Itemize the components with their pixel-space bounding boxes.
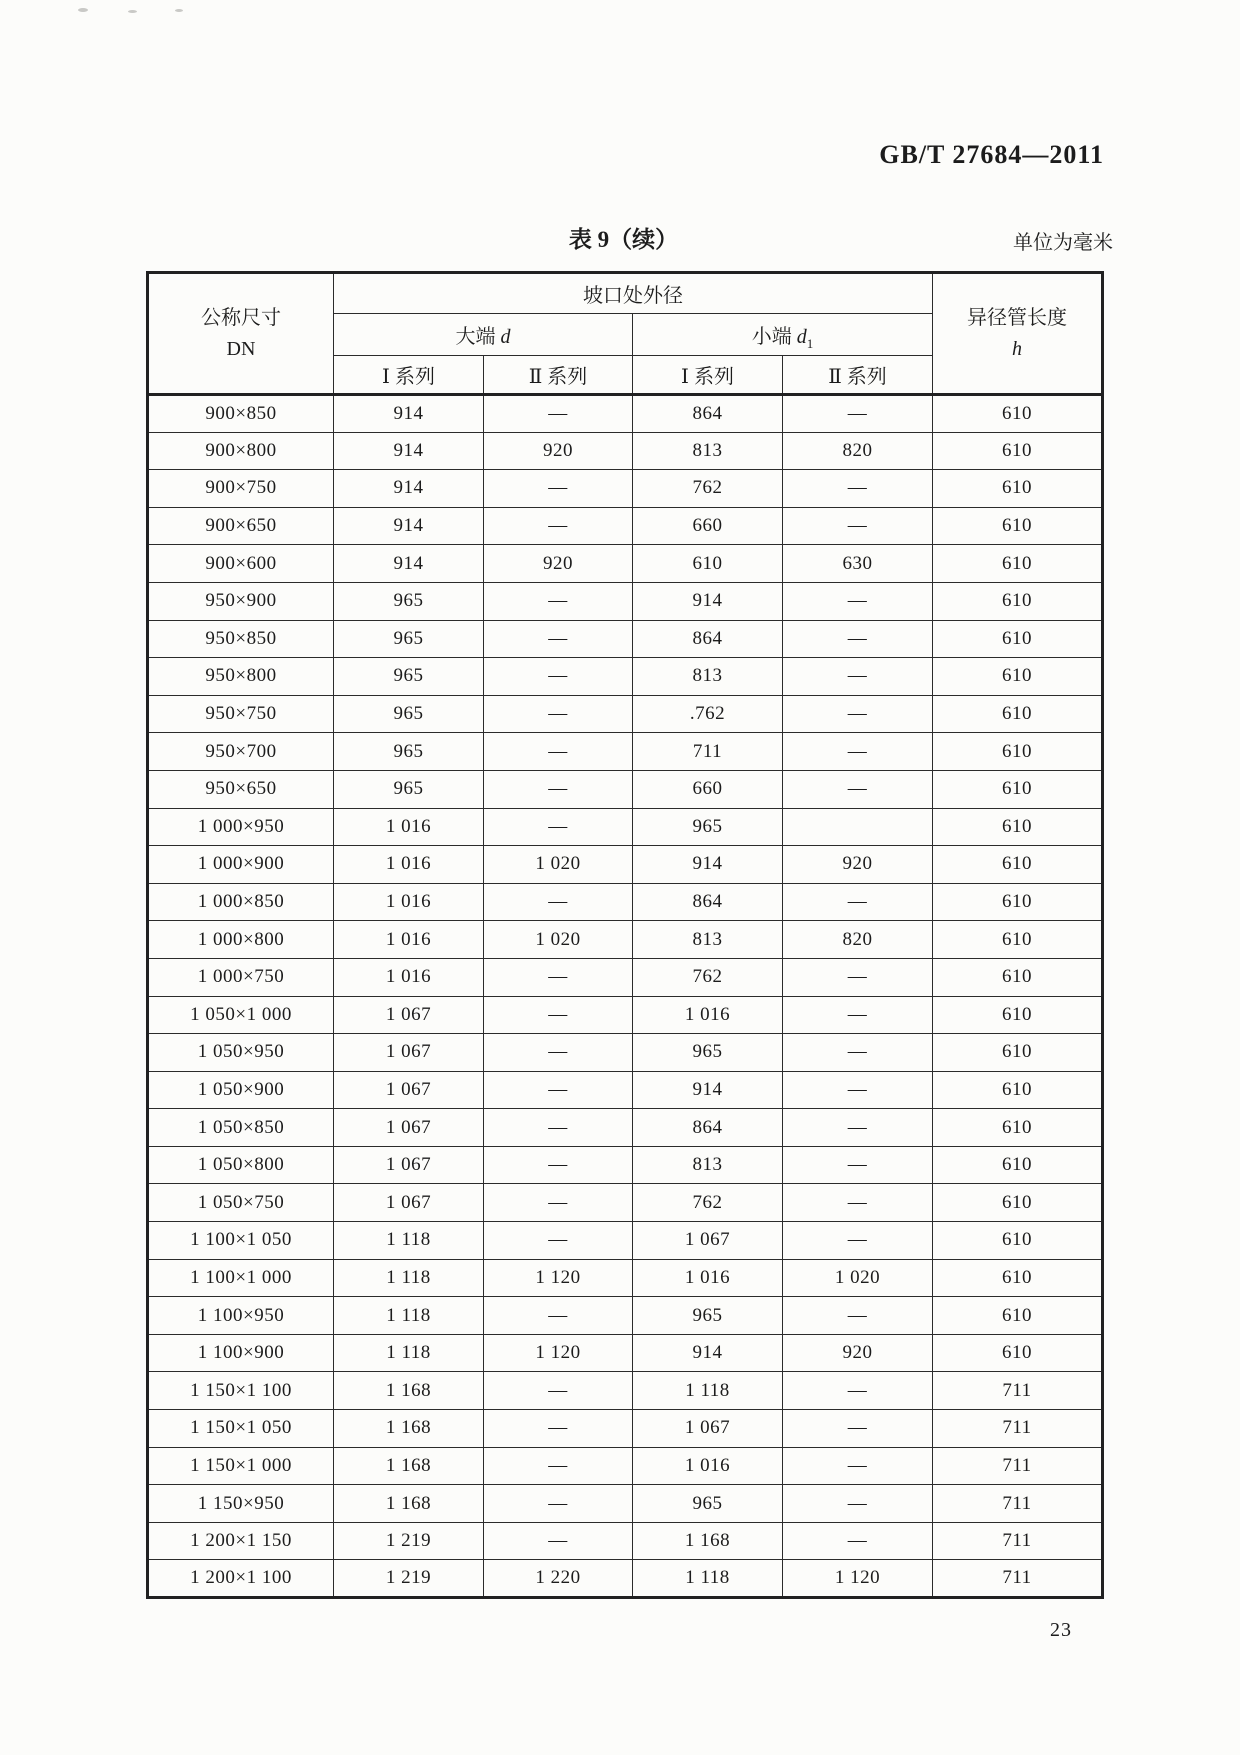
table-row (148, 1184, 1103, 1222)
header-series-1-small-end: Ⅰ 系列 (633, 356, 783, 395)
dn-cell: 950×850 (148, 620, 334, 658)
diameter-cell: 914 (334, 470, 484, 508)
diameter-cell: 920 (484, 545, 633, 583)
diameter-cell: 1 016 (633, 1447, 783, 1485)
diameter-cell: — (783, 1485, 933, 1523)
diameter-cell: — (783, 1034, 933, 1072)
table-row (148, 1334, 1103, 1372)
diameter-cell: 1 020 (484, 921, 633, 959)
dn-cell: 1 000×900 (148, 846, 334, 884)
diameter-cell: — (783, 695, 933, 733)
table-row (148, 620, 1103, 658)
length-cell: 610 (933, 658, 1103, 696)
diameter-cell: 1 067 (334, 1146, 484, 1184)
length-cell: 610 (933, 545, 1103, 583)
table-row (148, 470, 1103, 508)
diameter-cell: — (783, 582, 933, 620)
diameter-cell: 1 118 (633, 1560, 783, 1598)
dn-cell: 1 100×1 000 (148, 1259, 334, 1297)
diameter-cell: 914 (334, 395, 484, 433)
dn-cell: 900×850 (148, 395, 334, 433)
dn-cell: 1 150×950 (148, 1485, 334, 1523)
table-row (148, 695, 1103, 733)
diameter-cell: — (783, 1372, 933, 1410)
diameter-cell: — (783, 996, 933, 1034)
diameter-cell: — (484, 507, 633, 545)
diameter-cell: 1 168 (334, 1485, 484, 1523)
table-body (148, 395, 1103, 1598)
diameter-cell: — (484, 1410, 633, 1448)
header-outer-diameter: 坡口处外径 (334, 273, 933, 314)
scan-speck (128, 10, 137, 13)
diameter-cell: 1 067 (633, 1222, 783, 1260)
diameter-cell: — (484, 1522, 633, 1560)
diameter-cell: 1 118 (334, 1222, 484, 1260)
diameter-cell: 820 (783, 432, 933, 470)
header-big-end (334, 314, 633, 356)
header-nominal-size-label: 公称尺寸 (201, 306, 281, 329)
dn-cell: 1 050×950 (148, 1034, 334, 1072)
doc-code: GB/T 27684—2011 (879, 140, 1104, 169)
diameter-cell: 914 (633, 1071, 783, 1109)
diameter-cell: — (783, 658, 933, 696)
length-cell: 610 (933, 1334, 1103, 1372)
diameter-cell: — (484, 996, 633, 1034)
diameter-cell: 1 220 (484, 1560, 633, 1598)
diameter-cell: 965 (633, 1034, 783, 1072)
dn-cell: 1 000×850 (148, 883, 334, 921)
length-cell: 610 (933, 958, 1103, 996)
diameter-cell: 660 (633, 507, 783, 545)
table-row (148, 921, 1103, 959)
diameter-cell: 965 (334, 582, 484, 620)
length-cell: 610 (933, 1034, 1103, 1072)
header-small-end (633, 314, 933, 356)
diameter-cell: — (484, 620, 633, 658)
length-cell: 610 (933, 1259, 1103, 1297)
dn-cell: 1 050×900 (148, 1071, 334, 1109)
length-cell: 610 (933, 695, 1103, 733)
header-small-end-symbol: d (796, 326, 807, 348)
diameter-cell: — (484, 733, 633, 771)
diameter-cell: 1 118 (334, 1297, 484, 1335)
table-row (148, 1259, 1103, 1297)
diameter-cell: 813 (633, 1146, 783, 1184)
table-row (148, 770, 1103, 808)
diameter-cell: 965 (633, 1297, 783, 1335)
diameter-cell: 1 067 (334, 996, 484, 1034)
diameter-cell: — (484, 395, 633, 433)
dn-cell: 1 150×1 000 (148, 1447, 334, 1485)
dn-cell: 1 100×900 (148, 1334, 334, 1372)
diameter-cell: 1 118 (633, 1372, 783, 1410)
diameter-cell: 1 067 (633, 1410, 783, 1448)
diameter-cell: — (484, 582, 633, 620)
diameter-cell: 965 (633, 1485, 783, 1523)
header-series-1-big-end: Ⅰ 系列 (334, 356, 484, 395)
diameter-cell: 965 (334, 658, 484, 696)
dn-cell: 1 000×950 (148, 808, 334, 846)
diameter-cell: 820 (783, 921, 933, 959)
table-row (148, 1222, 1103, 1260)
diameter-cell: 1 168 (334, 1447, 484, 1485)
diameter-cell: 1 168 (334, 1410, 484, 1448)
table-row (148, 1297, 1103, 1335)
dn-cell: 1 100×950 (148, 1297, 334, 1335)
length-cell: 610 (933, 770, 1103, 808)
header-nominal-size (148, 273, 334, 395)
header-small-end-subscript: 1 (806, 336, 814, 351)
table-row (148, 1146, 1103, 1184)
dn-cell: 950×700 (148, 733, 334, 771)
length-cell: 610 (933, 883, 1103, 921)
length-cell: 610 (933, 1109, 1103, 1147)
dn-cell: 1 150×1 050 (148, 1410, 334, 1448)
header-reducer-length (933, 273, 1103, 395)
header-small-end-label: 小端 (751, 326, 792, 348)
length-cell: 610 (933, 1297, 1103, 1335)
diameter-cell: 864 (633, 620, 783, 658)
unit-note: 单位为毫米 (1013, 232, 1113, 254)
diameter-cell: — (484, 470, 633, 508)
diameter-cell: 920 (484, 432, 633, 470)
diameter-cell: 762 (633, 958, 783, 996)
length-cell: 610 (933, 846, 1103, 884)
diameter-cell: 762 (633, 1184, 783, 1222)
table-row (148, 507, 1103, 545)
diameter-cell: 914 (633, 582, 783, 620)
table-row (148, 1109, 1103, 1147)
dn-cell: 950×650 (148, 770, 334, 808)
length-cell: 610 (933, 1222, 1103, 1260)
header-series-2-small-end: Ⅱ 系列 (783, 356, 933, 395)
diameter-cell: — (783, 1184, 933, 1222)
diameter-cell: 965 (334, 733, 484, 771)
table-row (148, 883, 1103, 921)
dn-cell: 1 050×750 (148, 1184, 334, 1222)
diameter-cell: 660 (633, 770, 783, 808)
diameter-cell: — (484, 1222, 633, 1260)
diameter-cell: 965 (334, 695, 484, 733)
table-row (148, 545, 1103, 583)
diameter-cell: — (484, 1184, 633, 1222)
diameter-cell: 1 168 (633, 1522, 783, 1560)
dn-cell: 1 050×800 (148, 1146, 334, 1184)
diameter-cell: — (484, 695, 633, 733)
length-cell: 610 (933, 582, 1103, 620)
dn-cell: 1 000×800 (148, 921, 334, 959)
diameter-cell: — (783, 883, 933, 921)
scan-speck (78, 8, 88, 12)
diameter-cell: — (783, 1522, 933, 1560)
diameter-cell: 1 067 (334, 1071, 484, 1109)
header-series-2-big-end: Ⅱ 系列 (484, 356, 633, 395)
diameter-cell: — (783, 733, 933, 771)
dn-cell: 1 200×1 100 (148, 1560, 334, 1598)
diameter-cell: 813 (633, 921, 783, 959)
table-row (148, 996, 1103, 1034)
diameter-cell: 1 120 (484, 1259, 633, 1297)
diameter-cell: — (783, 507, 933, 545)
length-cell: 610 (933, 620, 1103, 658)
length-cell: 610 (933, 1146, 1103, 1184)
table-row (148, 1447, 1103, 1485)
diameter-cell: 1 168 (334, 1372, 484, 1410)
diameter-cell: — (484, 958, 633, 996)
diameter-cell: — (484, 770, 633, 808)
diameter-cell: — (783, 470, 933, 508)
length-cell: 610 (933, 395, 1103, 433)
diameter-cell: 864 (633, 395, 783, 433)
table-row (148, 395, 1103, 433)
length-cell: 711 (933, 1560, 1103, 1598)
diameter-cell: — (783, 1447, 933, 1485)
table-row (148, 658, 1103, 696)
dn-cell: 900×750 (148, 470, 334, 508)
diameter-cell (783, 808, 933, 846)
header-reducer-length-label: 异径管长度 (967, 306, 1067, 329)
diameter-cell: 914 (633, 846, 783, 884)
length-cell: 610 (933, 1184, 1103, 1222)
diameter-cell: 630 (783, 545, 933, 583)
diameter-cell: — (484, 1372, 633, 1410)
table-row (148, 432, 1103, 470)
table-row (148, 1410, 1103, 1448)
diameter-cell: 1 016 (334, 808, 484, 846)
table-row (148, 958, 1103, 996)
length-cell: 610 (933, 808, 1103, 846)
diameter-cell: 965 (334, 620, 484, 658)
diameter-cell: 762 (633, 470, 783, 508)
diameter-cell: — (783, 1297, 933, 1335)
diameter-cell: — (783, 620, 933, 658)
diameter-cell: — (783, 958, 933, 996)
diameter-cell: 920 (783, 1334, 933, 1372)
diameter-cell: — (484, 658, 633, 696)
diameter-cell: — (783, 1071, 933, 1109)
header-dn-label: DN (226, 337, 256, 360)
dn-cell: 900×800 (148, 432, 334, 470)
dn-cell: 950×800 (148, 658, 334, 696)
diameter-cell: 1 118 (334, 1259, 484, 1297)
table-row (148, 733, 1103, 771)
diameter-cell: — (484, 1034, 633, 1072)
table-row (148, 1560, 1103, 1598)
diameter-cell: — (783, 1410, 933, 1448)
length-cell: 610 (933, 733, 1103, 771)
diameter-cell: .762 (633, 695, 783, 733)
dn-cell: 1 200×1 150 (148, 1522, 334, 1560)
diameter-cell: 1 016 (334, 846, 484, 884)
scan-speck (175, 9, 183, 12)
diameter-cell: 1 120 (484, 1334, 633, 1372)
table-title: 表 9（续） (568, 227, 679, 252)
diameter-cell: 920 (783, 846, 933, 884)
diameter-cell: 1 016 (334, 958, 484, 996)
length-cell: 711 (933, 1372, 1103, 1410)
diameter-cell: 1 020 (484, 846, 633, 884)
length-cell: 610 (933, 996, 1103, 1034)
diameter-cell: — (783, 1109, 933, 1147)
diameter-cell: 864 (633, 883, 783, 921)
diameter-cell: — (484, 883, 633, 921)
length-cell: 610 (933, 921, 1103, 959)
length-cell: 711 (933, 1522, 1103, 1560)
length-cell: 610 (933, 1071, 1103, 1109)
diameter-cell: 914 (334, 545, 484, 583)
diameter-cell: 813 (633, 658, 783, 696)
diameter-cell: — (783, 1146, 933, 1184)
diameter-cell: 1 067 (334, 1034, 484, 1072)
dn-cell: 1 150×1 100 (148, 1372, 334, 1410)
diameter-cell: 1 120 (783, 1560, 933, 1598)
dn-cell: 1 050×1 000 (148, 996, 334, 1034)
diameter-cell: 965 (334, 770, 484, 808)
header-big-end-label: 大端 (455, 326, 496, 348)
diameter-cell: — (484, 1485, 633, 1523)
diameter-cell: 711 (633, 733, 783, 771)
table-row (148, 1522, 1103, 1560)
dn-cell: 950×750 (148, 695, 334, 733)
diameter-cell: — (484, 1447, 633, 1485)
diameter-cell: — (484, 1071, 633, 1109)
length-cell: 610 (933, 507, 1103, 545)
table-row (148, 1071, 1103, 1109)
length-cell: 711 (933, 1410, 1103, 1448)
diameter-cell: — (484, 1146, 633, 1184)
header-length-symbol: h (1012, 337, 1022, 360)
table-row (148, 846, 1103, 884)
diameter-cell: 914 (633, 1334, 783, 1372)
dn-cell: 1 050×850 (148, 1109, 334, 1147)
diameter-cell: 1 067 (334, 1184, 484, 1222)
diameter-cell: — (484, 1297, 633, 1335)
diameter-cell: 1 020 (783, 1259, 933, 1297)
length-cell: 610 (933, 470, 1103, 508)
diameter-cell: 1 067 (334, 1109, 484, 1147)
diameter-cell: 1 016 (334, 921, 484, 959)
dn-cell: 900×600 (148, 545, 334, 583)
diameter-cell: 1 219 (334, 1560, 484, 1598)
dn-cell: 900×650 (148, 507, 334, 545)
table-row (148, 582, 1103, 620)
table-row (148, 808, 1103, 846)
diameter-cell: 813 (633, 432, 783, 470)
dn-cell: 1 100×1 050 (148, 1222, 334, 1260)
diameter-cell: — (783, 1222, 933, 1260)
diameter-cell: — (783, 770, 933, 808)
page-number: 23 (1050, 1619, 1072, 1641)
table-row (148, 1034, 1103, 1072)
diameter-cell: 1 118 (334, 1334, 484, 1372)
diameter-cell: 610 (633, 545, 783, 583)
diameter-cell: 1 016 (633, 1259, 783, 1297)
table-header (148, 273, 1103, 395)
header-big-end-symbol: d (500, 326, 511, 348)
length-cell: 711 (933, 1447, 1103, 1485)
dn-cell: 1 000×750 (148, 958, 334, 996)
diameter-cell: — (783, 395, 933, 433)
diameter-cell: 864 (633, 1109, 783, 1147)
length-cell: 610 (933, 432, 1103, 470)
diameter-cell: 965 (633, 808, 783, 846)
table-row (148, 1485, 1103, 1523)
diameter-cell: 1 016 (334, 883, 484, 921)
diameter-cell: 914 (334, 432, 484, 470)
diameter-cell: 914 (334, 507, 484, 545)
diameter-cell: 1 016 (633, 996, 783, 1034)
diameter-cell: — (484, 808, 633, 846)
table-row (148, 1372, 1103, 1410)
length-cell: 711 (933, 1485, 1103, 1523)
diameter-cell: — (484, 1109, 633, 1147)
diameter-cell: 1 219 (334, 1522, 484, 1560)
spec-table (146, 271, 1104, 1599)
dn-cell: 950×900 (148, 582, 334, 620)
